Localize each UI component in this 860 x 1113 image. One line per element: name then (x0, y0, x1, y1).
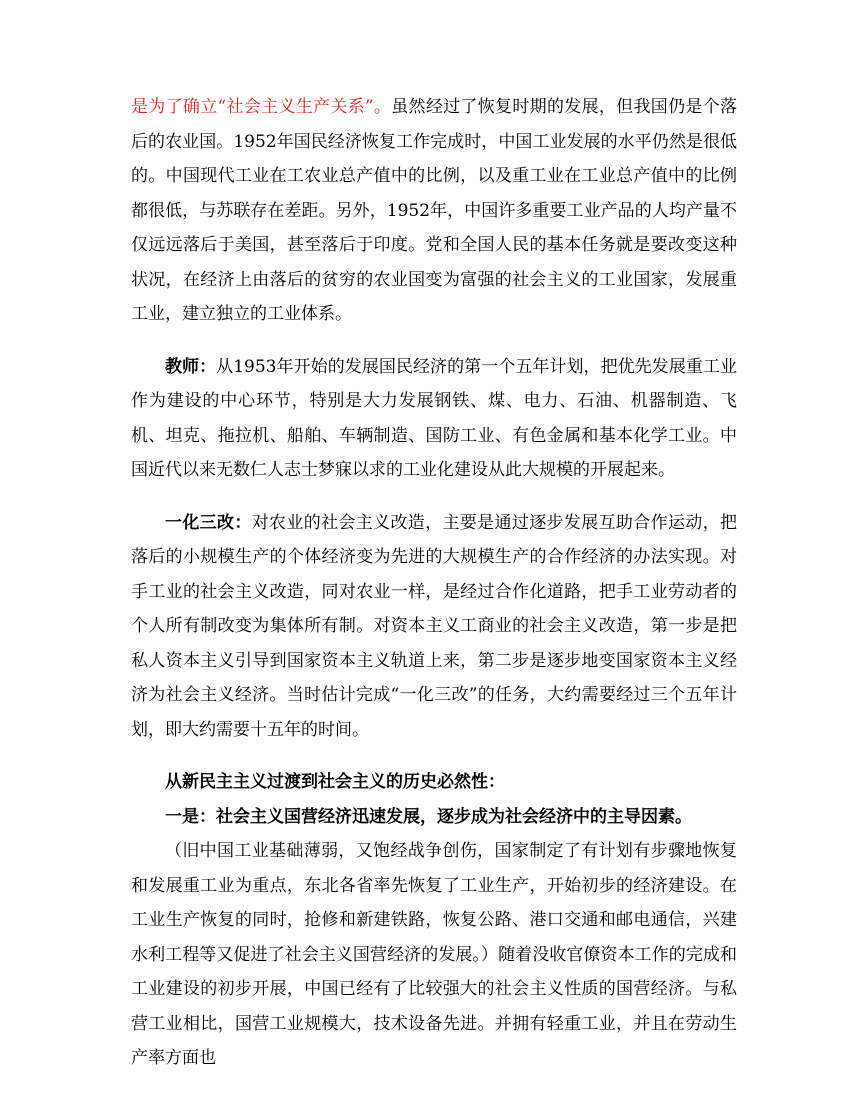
section-heading: 从新民主主义过渡到社会主义的历史必然性： (165, 772, 505, 792)
paragraph-state-economy: （旧中国工业基础薄弱，又饱经战争创伤，国家制定了有计划有步骤地恢复和发展重工业为重点，东北各省率先恢复了工业生产，开始初步的经济建设。在工业生产恢复的同时，抢修和新建铁路，恢复公路、港口交通和邮电通信，兴建水利工程等又促进了社会主义国营经济的发展。）随着没收官僚资本工作的完成和工业建设的初步开展，中国已经有了比较强大的社会主义性质的国营经济。与私营工业相比，国营工业规模大，技术设备先进。并拥有轻重工业，并且在劳动生产率方面也 (131, 841, 737, 1068)
term-label: 一化三改： (165, 512, 252, 533)
section-subheading: 一是：社会主义国营经济迅速发展，逐步成为社会经济中的主导因素。 (165, 806, 692, 827)
paragraph-industrial-background (131, 90, 737, 332)
highlighted-phrase: 是为了确立“社会主义生产关系”。 (131, 97, 392, 117)
paragraph-one-transformation-three-reforms (131, 506, 737, 748)
paragraph-text: 对农业的社会主义改造，主要是通过逐步发展互助合作运动，把落后的小规模生产的个体经济变为先进的大规模生产的合作经济的办法实现。对手工业的社会主义改造，同对农业一样，是经过合作化道路，把手工业劳动者的个人所有制改变为集体所有制。对资本主义工商业的社会主义改造，第一步是把私人资本主义引导到国家资本主义轨道上来，第二步是逐步地变国家资本主义经济为社会主义经济。当时估计完成“一化三改”的任务，大约需要经过三个五年计划，即大约需要十五年的时间。 (131, 512, 737, 740)
paragraph-teacher (131, 350, 737, 488)
paragraph-text: 从1953年开始的发展国民经济的第一个五年计划，把优先发展重工业作为建设的中心环节，特别是大力发展钢铁、煤、电力、石油、机器制造、飞机、坦克、拖拉机、船舶、车辆制造、国防工业、有色金属和基本化学工业。中国近代以来无数仁人志士梦寐以求的工业化建设从此大规模的开展起来。 (131, 356, 738, 480)
paragraph-text: 虽然经过了恢复时期的发展，但我国仍是个落后的农业国。1952年国民经济恢复工作完成时，中国工业发展的水平仍然是很低的。中国现代工业在工农业总产值中的比例，以及重工业在工业总产值中的比例都很低，与苏联存在差距。另外，1952年，中国许多重要工业产品的人均产量不仅远远落后于美国，甚至落后于印度。党和全国人民的基本任务就是要改变这种状况，在经济上由落后的贫穷的农业国变为富强的社会主义的工业国家，发展重工业，建立独立的工业体系。 (131, 97, 737, 324)
document-page (131, 90, 737, 1076)
teacher-label: 教师： (165, 356, 217, 377)
